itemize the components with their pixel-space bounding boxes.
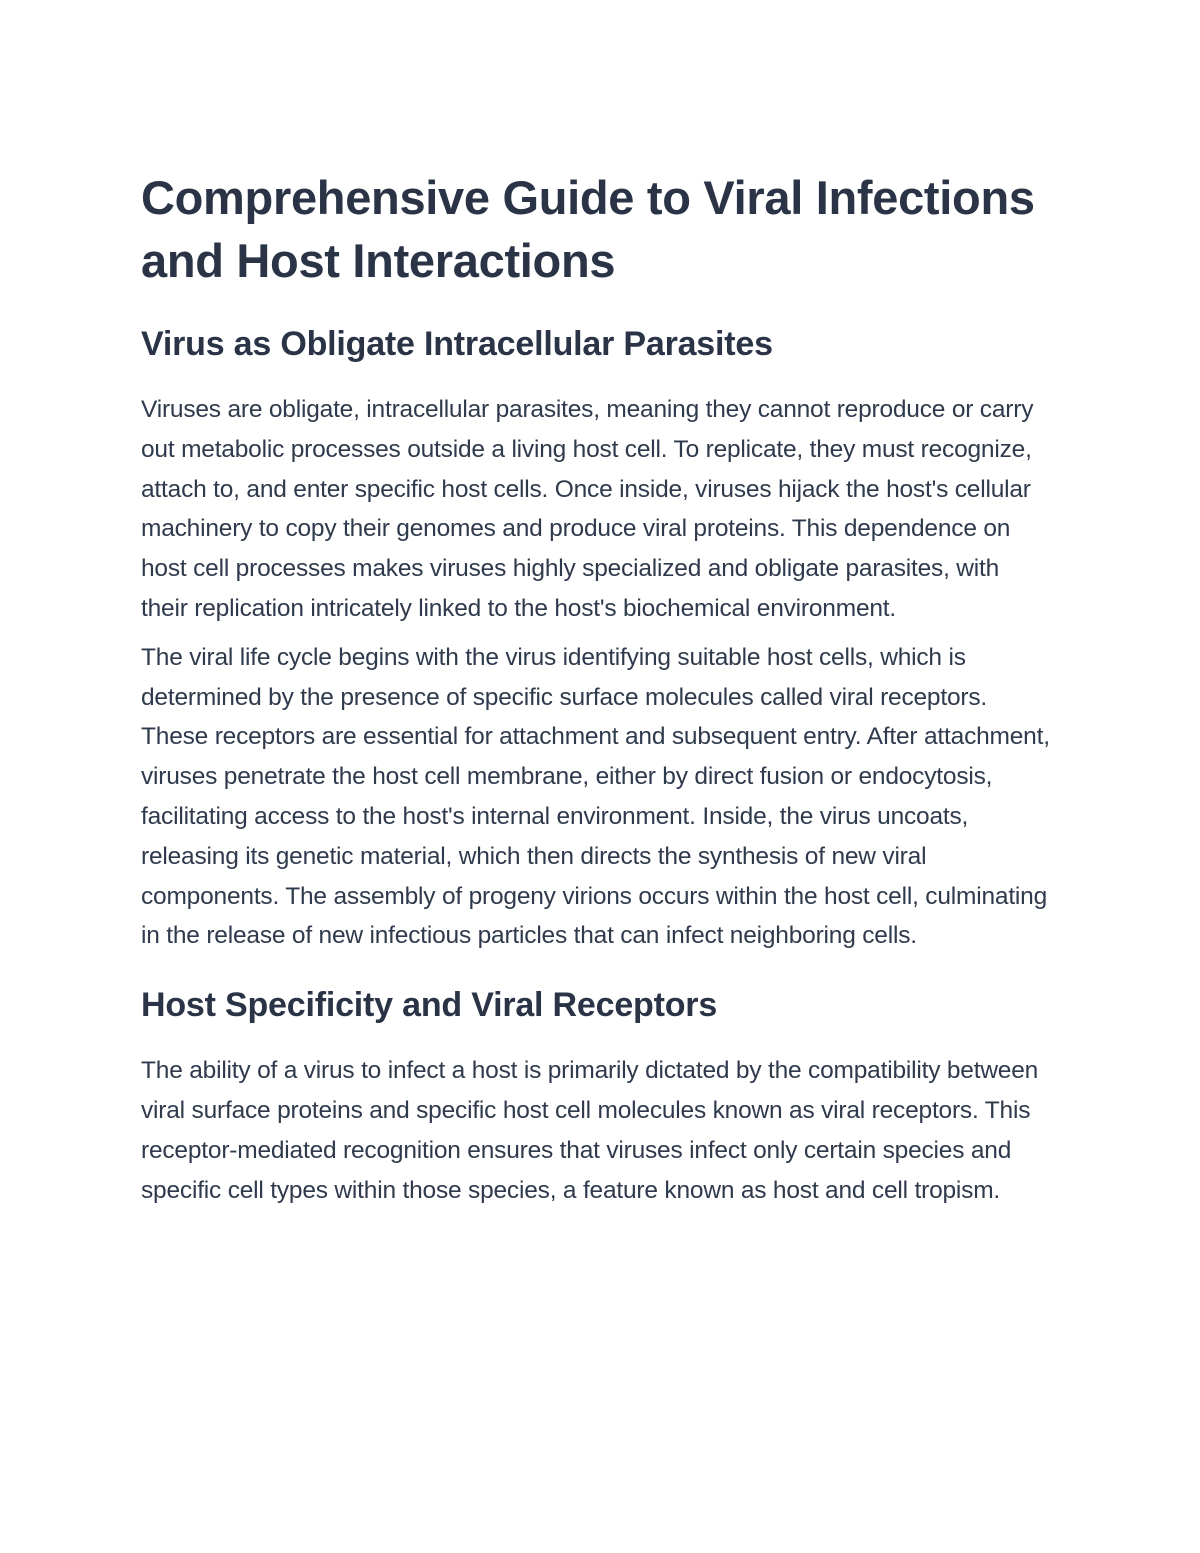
section-heading: Virus as Obligate Intracellular Parasites: [141, 325, 773, 363]
paragraph: Viruses are obligate, intracellular parasites, meaning they cannot reproduce or carry out metabolic processes outside a living host cell. To replicate, they must recognize, attach to, and enter specific host cells. Once inside, viruses hijack the host's cellular machinery to copy their genomes and produce viral proteins. This dependence on host cell processes makes viruses highly specialized and obligate parasites, with their replication intricately linked to the host's biochemical environment.: [141, 396, 1034, 622]
document-page: [141, 166, 1051, 1210]
section-host-specificity: [141, 983, 1051, 1210]
paragraph: The viral life cycle begins with the virus identifying suitable host cells, which is determined by the presence of specific surface molecules called viral receptors. These receptors are essential for attachment and subsequent entry. After attachment, viruses penetrate the host cell membrane, either by direct fusion or endocytosis, facilitating access to the host's internal environment. Inside, the virus uncoats, releasing its genetic material, which then directs the synthesis of new viral components. The assembly of progeny virions occurs within the host cell, culminating in the release of new infectious particles that can infect neighboring cells.: [141, 643, 1050, 950]
section-obligate-parasites: [141, 322, 1051, 956]
page-title: Comprehensive Guide to Viral Infections and Host Interactions: [141, 171, 1035, 287]
section-heading: Host Specificity and Viral Receptors: [141, 986, 718, 1025]
paragraph: The ability of a virus to infect a host is primarily dictated by the compatibility between viral surface proteins and specific host cell molecules known as viral receptors. This receptor-mediated recognition ensures that viruses infect only certain species and specific cell types within those species, a feature known as host and cell tropism.: [141, 1057, 1039, 1204]
